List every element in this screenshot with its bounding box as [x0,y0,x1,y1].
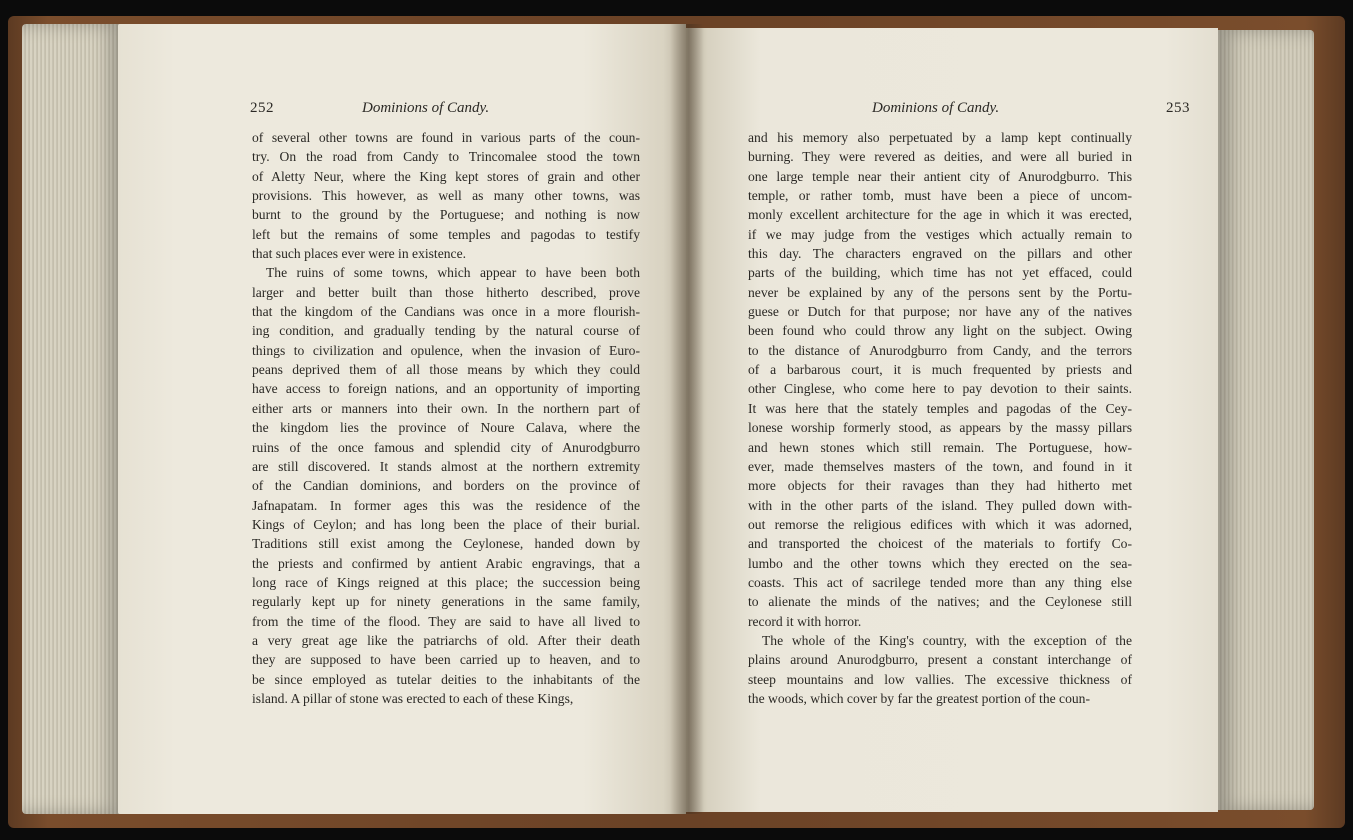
text-line: The ruins of some towns, which appear to have been both [266,265,640,281]
right-page-edges [1218,30,1314,810]
text-line: burning. They were revered as deities, and were all buried in [748,149,1132,165]
text-line: either arts or manners into their own. In the northern part of [252,400,640,416]
left-page [118,24,686,814]
left-body-text [252,128,640,708]
text-line: parts of the building, which time has not yet effaced, could [748,265,1132,281]
right-page [686,28,1218,812]
text-line: be since employed as tutelar deities to the inhabitants of the [252,671,640,687]
text-line: out remorse the religious edifices with which it was adorned, [748,516,1132,532]
text-line: ruins of the once famous and splendid city of Anurodgburro [252,439,640,455]
text-line: and transported the choicest of the materials to fortify Co- [748,536,1132,552]
right-page-number: 253 [1166,100,1190,116]
text-line: Jafnapatam. In former ages this was the residence of the [252,497,640,513]
right-running-title: Dominions of Candy. [872,100,1000,116]
text-line: plains around Anurodgburro, present a constant interchange of [748,652,1132,668]
right-body-text [748,128,1132,708]
text-line: monly excellent architecture for the age in which it was erected, [748,207,1132,223]
right-running-head [872,100,1190,122]
left-page-edges [22,24,122,814]
text-line: that such places ever were in existence. [252,246,467,262]
text-line: that the kingdom of the Candians was once in a more flourish- [252,304,640,320]
text-line: guese or Dutch for that purpose; nor have any of the natives [748,304,1132,320]
text-line: are still discovered. It stands almost at the northern extremity [252,458,640,474]
text-line: regularly kept up for ninety generations in the same family, [252,594,640,610]
text-line: to the distance of Anurodgburro from Candy, and the terrors [748,342,1132,358]
text-line: temple, or rather tomb, must have been a piece of uncom- [748,188,1132,204]
text-line: larger and better built than those hitherto described, prove [252,284,640,300]
text-line: this day. The characters engraved on the pillars and other [748,246,1132,262]
text-line: have access to foreign nations, and an opportunity of importing [252,381,640,397]
text-line: the kingdom lies the province of Noure Calava, where the [252,420,640,436]
left-running-head [250,100,650,122]
text-line: provisions. This however, as well as many other towns, was [252,188,640,204]
text-line: try. On the road from Candy to Trincomalee stood the town [252,149,640,165]
text-line: ing condition, and gradually tending by the natural course of [252,323,640,339]
text-line: coasts. This act of sacrilege tended more than any thing else [748,574,1132,590]
text-line: other Cinglese, who come here to pay devotion to their saints. [748,381,1132,397]
text-line: lonese worship formerly stood, as appears by the massy pillars [748,420,1132,436]
text-line: long race of Kings reigned at this place; the succession being [252,574,640,590]
text-line: Kings of Ceylon; and has long been the place of their burial. [252,516,640,532]
text-line: peans deprived them of all those means by which they could [252,362,640,378]
text-line: and his memory also perpetuated by a lamp kept continually [748,130,1132,145]
text-line: record it with horror. [748,613,862,629]
text-line: to alienate the minds of the natives; and the Ceylonese still [748,594,1132,610]
text-line: The whole of the King's country, with the exception of the [762,632,1132,648]
text-line: the woods, which cover by far the greatest portion of the coun- [748,690,1091,706]
text-line: a very great age like the patriarchs of old. After their death [252,632,640,648]
text-line: burnt to the ground by the Portuguese; and nothing is now [252,207,640,223]
text-line: from the time of the flood. They are said to have all lived to [252,613,640,629]
text-line: more objects for their ravages than they had hitherto met [748,478,1132,494]
text-line: with in the other parts of the island. They pulled down with- [748,497,1132,513]
text-line: they are supposed to have been carried up to heaven, and to [252,652,640,668]
text-line: of the Candian dominions, and borders on the province of [252,478,640,494]
text-line: one large temple near their antient city of Anurodgburro. This [748,168,1132,184]
text-line: steep mountains and low vallies. The excessive thickness of [748,671,1132,687]
text-line: Traditions still exist among the Ceylonese, handed down by [252,536,640,552]
text-line: of several other towns are found in various parts of the coun- [252,130,640,145]
text-line: and hewn stones which still remain. The Portuguese, how- [748,439,1132,455]
text-line: It was here that the stately temples and pagodas of the Cey- [748,400,1132,416]
left-page-number: 252 [250,100,274,116]
text-line: the priests and confirmed by antient Arabic engravings, that a [252,555,640,571]
text-line: ever, made themselves masters of the town, and found in it [748,458,1132,474]
text-line: of Aletty Neur, where the King kept stores of grain and other [252,168,640,184]
left-running-title: Dominions of Candy. [362,100,490,116]
text-line: things to civilization and opulence, when the invasion of Euro- [252,342,640,358]
text-line: of a barbarous court, it is much frequented by priests and [748,362,1132,378]
text-line: island. A pillar of stone was erected to each of these Kings, [252,690,574,706]
text-line: if we may judge from the vestiges which actually remain to [748,226,1132,242]
text-line: been found who could throw any light on the subject. Owing [748,323,1132,339]
text-line: lumbo and the other towns which they erected on the sea- [748,555,1132,571]
text-line: left but the remains of some temples and pagodas to testify [252,226,640,242]
text-line: never be explained by any of the persons sent by the Portu- [748,284,1132,300]
